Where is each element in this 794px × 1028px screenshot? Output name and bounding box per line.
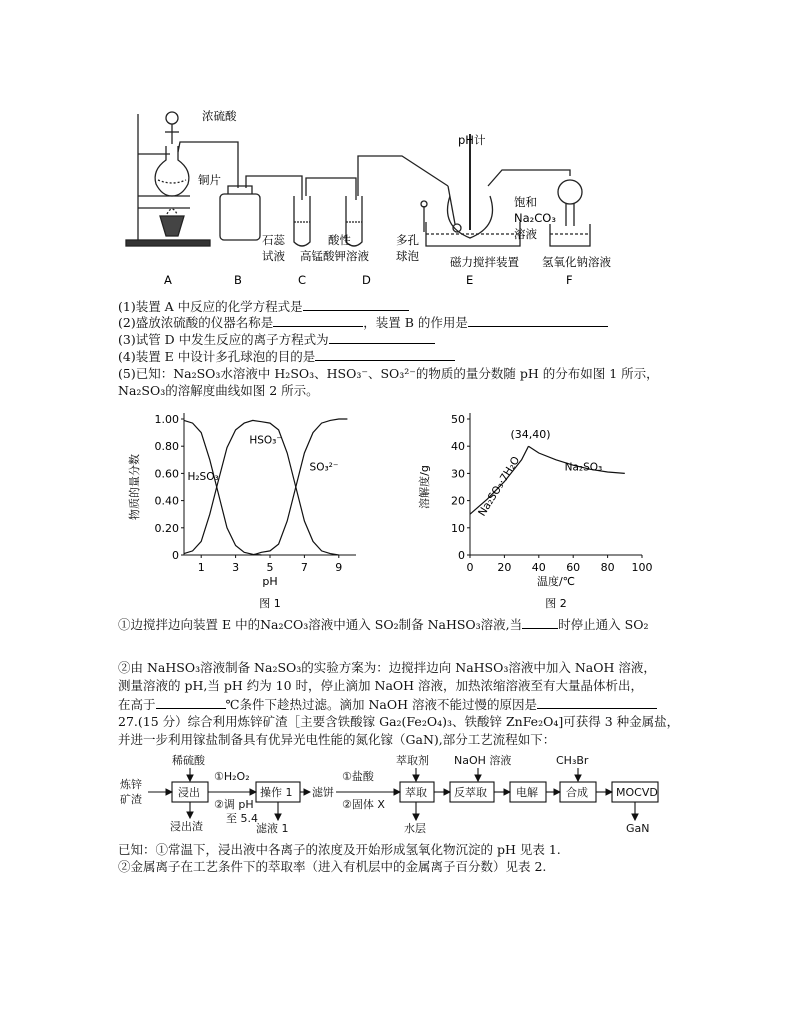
process-flow-diagram [118,750,678,842]
flow-reagent-ch3br: CH₃Br [556,754,589,767]
flow-reagent-h2so4: 稀硫酸 [172,754,205,767]
label-bubbler-2: 球泡 [396,249,419,263]
flow-box-electrolysis: 电解 [516,786,538,799]
y-axis-label: 物质的量分数 [128,454,141,520]
y-tick-label: 20 [451,494,465,508]
x-tick-label: 60 [566,561,581,574]
label-kmno4-2: 高锰酸钾溶液 [300,249,369,263]
y-tick-label: 1.00 [154,413,179,426]
apparatus-diagram [110,96,670,292]
annotation: (34,40) [510,428,551,442]
chart-fig1 [126,405,366,613]
y-tick-label: 0 [458,549,465,562]
letter-c: C [298,273,307,287]
letter-e: E [466,273,474,287]
flow-box-mocvd: MOCVD [616,786,658,799]
subquestion-2c: 在高于 ℃条件下趁热过滤。滴加 NaOH 溶液不能过慢的原因是 [118,696,657,713]
flow-output-residue: 浸出渣 [170,820,203,833]
label-na2co3-3: 溶液 [514,227,537,241]
label-na2co3-1: 饱和 [514,195,537,209]
y-tick-label: 0.20 [154,521,179,535]
label-cu: 铜片 [198,173,221,187]
flow-output-filtrate: 滤液 1 [256,822,289,835]
flow-reagent-solid-x: ②固体 X [342,798,385,811]
question-5a: (5)已知：Na₂SO₃水溶液中 H₂SO₃、HSO₃⁻、SO₃²⁻的物质的量分数随 pH 的分布如图 1 所示， [118,366,659,381]
known-2: ②金属离子在工艺条件下的萃取率（进入有机层中的金属离子百分数）见表 2. [118,859,547,874]
chart-title: 图 2 [545,597,567,610]
x-tick-label: 40 [531,561,546,574]
label-ph-meter: pH计 [458,133,486,147]
answer-blank-s2a[interactable] [156,696,226,709]
x-tick-label: 9 [335,561,343,574]
letter-a: A [164,273,172,287]
x-tick-label: 1 [197,561,205,574]
y-tick-label: 0.60 [154,467,179,481]
flow-ore-2: 矿渣 [120,793,142,806]
flow-reagent-h2o2: ①H₂O₂ [214,770,250,783]
x-tick-label: 80 [600,561,615,574]
subquestion-1: ①边搅拌边向装置 E 中的Na₂CO₃溶液中通入 SO₂制备 NaHSO₃溶液,当 时停止通入 SO₂ [118,617,649,632]
chart-fig2 [412,405,652,613]
question-1: (1)装置 A 中反应的化学方程式是 [118,298,409,315]
series-label-2: SO₃²⁻ [309,461,339,474]
label-na2co3-2: Na₂CO₃ [514,211,556,225]
answer-blank-2b[interactable] [468,314,608,327]
x-tick-label: 100 [631,561,652,574]
y-tick-label: 40 [451,440,465,454]
question-27a: 27.(15 分）综合利用炼锌矿渣［主要含铁酸镓 Ga₂(Fe₂O₄)₃、铁酸锌 ZnFe₂O₄]可获得 3 种金属盐， [118,714,680,729]
letter-f: F [566,273,573,287]
y-tick-label: 10 [451,521,465,535]
flow-reagent-naoh: NaOH 溶液 [454,754,512,767]
label-litmus-1: 石蕊 [262,233,285,247]
label-bubbler-1: 多孔 [396,233,419,247]
subquestion-2a: ②由 NaHSO₃溶液制备 Na₂SO₃的实验方案为：边搅拌边向 NaHSO₃溶液中加入 NaOH 溶液， [118,660,656,675]
label-conc-h2so4: 浓硫酸 [202,109,237,123]
question-2: (2)盛放浓硫酸的仪器名称是 ，装置 B 的作用是 [118,314,608,331]
letter-d: D [362,273,371,287]
flow-reagent-ph-1: ②调 pH [214,798,254,811]
label-stirrer: 磁力搅拌装置 [450,255,519,269]
x-tick-label: 0 [466,561,474,574]
y-tick-label: 0 [172,549,179,562]
label-kmno4-1: 酸性 [328,233,351,247]
flow-output-aqueous: 水层 [404,822,426,835]
flow-reagent-ph-2: 至 5.4 [226,812,258,825]
x-tick-label: 20 [497,561,512,574]
answer-blank-s1[interactable] [522,616,558,629]
chart-title: 图 1 [259,597,281,610]
answer-blank-s2b[interactable] [537,696,657,709]
flow-ore-1: 炼锌 [120,778,142,791]
question-3: (3)试管 D 中发生反应的离子方程式为 [118,331,435,348]
x-tick-label: 5 [266,561,274,574]
answer-blank-2a[interactable] [273,314,363,327]
flow-box-leach: 浸出 [178,786,200,799]
flow-box-operation-1: 操作 1 [260,786,293,799]
label-litmus-2: 试液 [262,249,285,263]
y-axis-label: 溶解度/g [418,465,431,509]
series-label-1: Na₂SO₃ [564,461,603,474]
y-tick-label: 0.80 [154,440,179,454]
x-axis-label: pH [262,575,278,588]
x-tick-label: 3 [232,561,240,574]
question-4: (4)装置 E 中设计多孔球泡的目的是 [118,348,455,365]
answer-blank-3[interactable] [329,331,435,344]
x-tick-label: 7 [300,561,308,574]
known-1: 已知：①常温下，浸出液中各离子的浓度及开始形成氢氧化物沉淀的 pH 见表 1. [118,842,561,857]
flow-filter-cake: 滤饼 [312,786,334,799]
series-label-0: H₂SO₃ [187,471,219,484]
question-27b: 并进一步利用镓盐制备具有优异光电性能的氮化镓（GaN),部分工艺流程如下： [118,732,556,747]
flow-output-product: GaN [626,822,650,835]
x-axis-label: 温度/℃ [536,575,576,588]
subquestion-2b: 测量溶液的 pH,当 pH 约为 10 时，停止滴加 NaOH 溶液，加热浓缩溶液至有大量晶体析出， [118,678,644,693]
letter-b: B [234,273,242,287]
answer-blank-4[interactable] [315,348,455,361]
y-tick-label: 50 [451,413,465,426]
y-tick-label: 0.40 [154,494,179,508]
label-naoh: 氢氧化钠溶液 [542,255,611,269]
question-5b: Na₂SO₃的溶解度曲线如图 2 所示。 [118,383,319,398]
flow-reagent-hcl: ①盐酸 [342,770,374,783]
flow-box-synthesis: 合成 [566,786,588,799]
flow-box-extraction: 萃取 [405,786,427,799]
y-tick-label: 30 [451,467,465,481]
series-label-0: Na₂SO₃·7H₂O [476,454,523,519]
answer-blank-1[interactable] [303,298,409,311]
series-label-1: HSO₃⁻ [249,434,282,447]
flow-box-back-extraction: 反萃取 [454,786,487,799]
flow-reagent-extractant: 萃取剂 [396,754,429,767]
